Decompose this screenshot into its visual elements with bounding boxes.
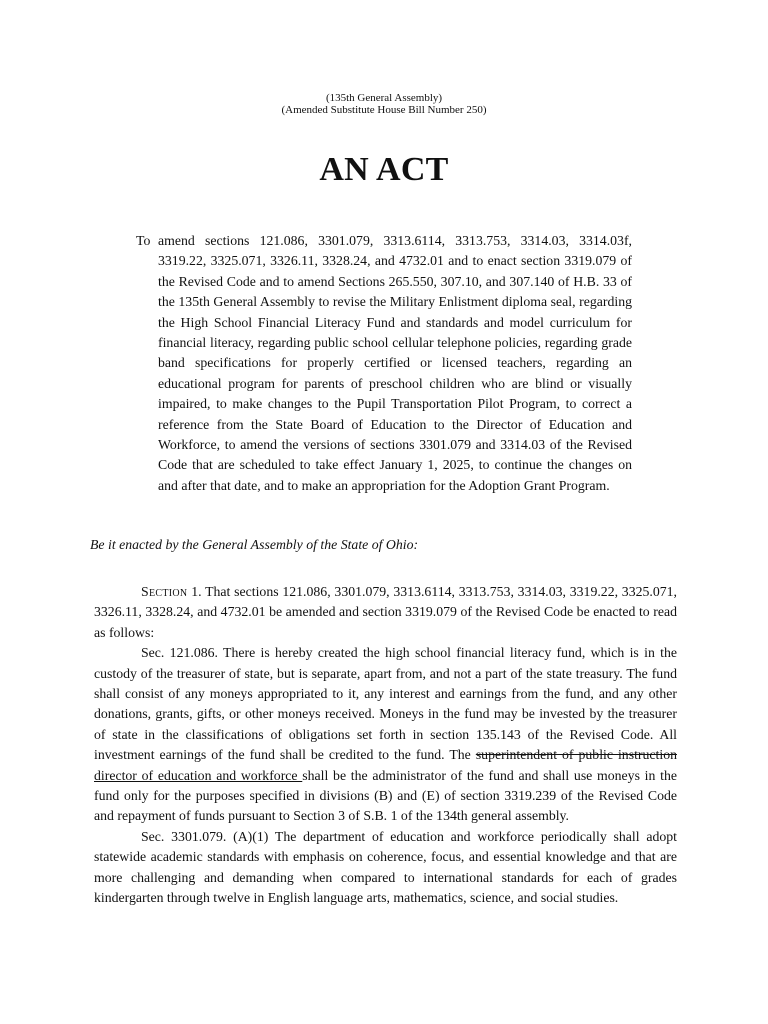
bill-number-label: (Amended Substitute House Bill Number 250) [281, 104, 487, 116]
act-title-block [136, 231, 632, 496]
section-label: Section [141, 584, 188, 599]
sec-121-086-text-after: shall be the administrator of the fund and shall use moneys in the fund only for the purposes specified in divisions (B) and (E) of section 3319.239 of the Revised Code and repayment of funds pursuant to Section 3 of S.B. 1 of the 134th general assembly. [94, 767, 677, 824]
act-body [94, 582, 677, 909]
act-title-text: amend sections 121.086, 3301.079, 3313.6114, 3313.753, 3314.03, 3314.03f, 3319.22, 3325.071, 3326.11, 3328.24, and 4732.01 and to enact section 3319.079 of the Revised Code and to amend Sections 265.550, 307.10, and 307.140 of H.B. 33 of the 135th General Assembly to revise the Military Enlistment diploma seal, regarding the High School Financial Literacy Fund and standards and model curriculum for financial literacy, regarding public school cellular telephone policies, regarding grade band specifications for properly certified or licensed teachers, regarding an educational program for parents of preschool children who are blind or visually impaired, to make changes to the Pupil Transportation Pilot Program, to correct a reference from the State Board of Education to the Director of Education and Workforce, to amend the versions of sections 3301.079 and 3314.03 of the Revised Code that are scheduled to take effect January 1, 2025, to continue the changes on and after that date, and to make an appropriation for the Adoption Grant Program. [158, 233, 632, 493]
struck-text: superintendent of public instruction [475, 747, 677, 763]
section-1-text: 1. That sections 121.086, 3301.079, 3313.6114, 3313.753, 3314.03, 3319.22, 3325.071, 3326.11, 3328.24, and 4732.01 be amended and section 3319.079 of the Revised Code be enacted to read as follows: [94, 584, 677, 640]
sec-3301-079-text: Sec. 3301.079. (A)(1) The department of education and workforce periodically shall adopt statewide academic standards with emphasis on coherence, focus, and essential knowledge and that are more challenging and demanding when compared to international standards for each of grades kindergarten through twelve in English language arts, mathematics, science, and social studies. [94, 828, 677, 906]
act-heading: AN ACT [319, 151, 449, 188]
title-to-word: To [136, 233, 151, 248]
sec-3301-079-paragraph [94, 827, 677, 909]
general-assembly-label: (135th General Assembly) [325, 92, 443, 104]
sec-121-086-text-before: Sec. 121.086. There is hereby created the high school financial literacy fund, which is in the custody of the treasurer of state, but is separate, apart from, and not a part of the state treasury. The fund shall consist of any moneys appropriated to it, any interest and earnings from the fund, and any other donations, grants, gifts, or other moneys received. Moneys in the fund may be invested by the treasurer of state in the classifications of obligations set forth in section 135.143 of the Revised Code. All investment earnings of the fund shall be credited to the fund. The [94, 645, 677, 763]
inserted-text: director of education and workforce [94, 767, 303, 783]
enacting-clause: Be it enacted by the General Assembly of the State of Ohio: [90, 537, 419, 552]
section-1-paragraph [94, 582, 677, 643]
sec-121-086-paragraph [94, 643, 677, 827]
